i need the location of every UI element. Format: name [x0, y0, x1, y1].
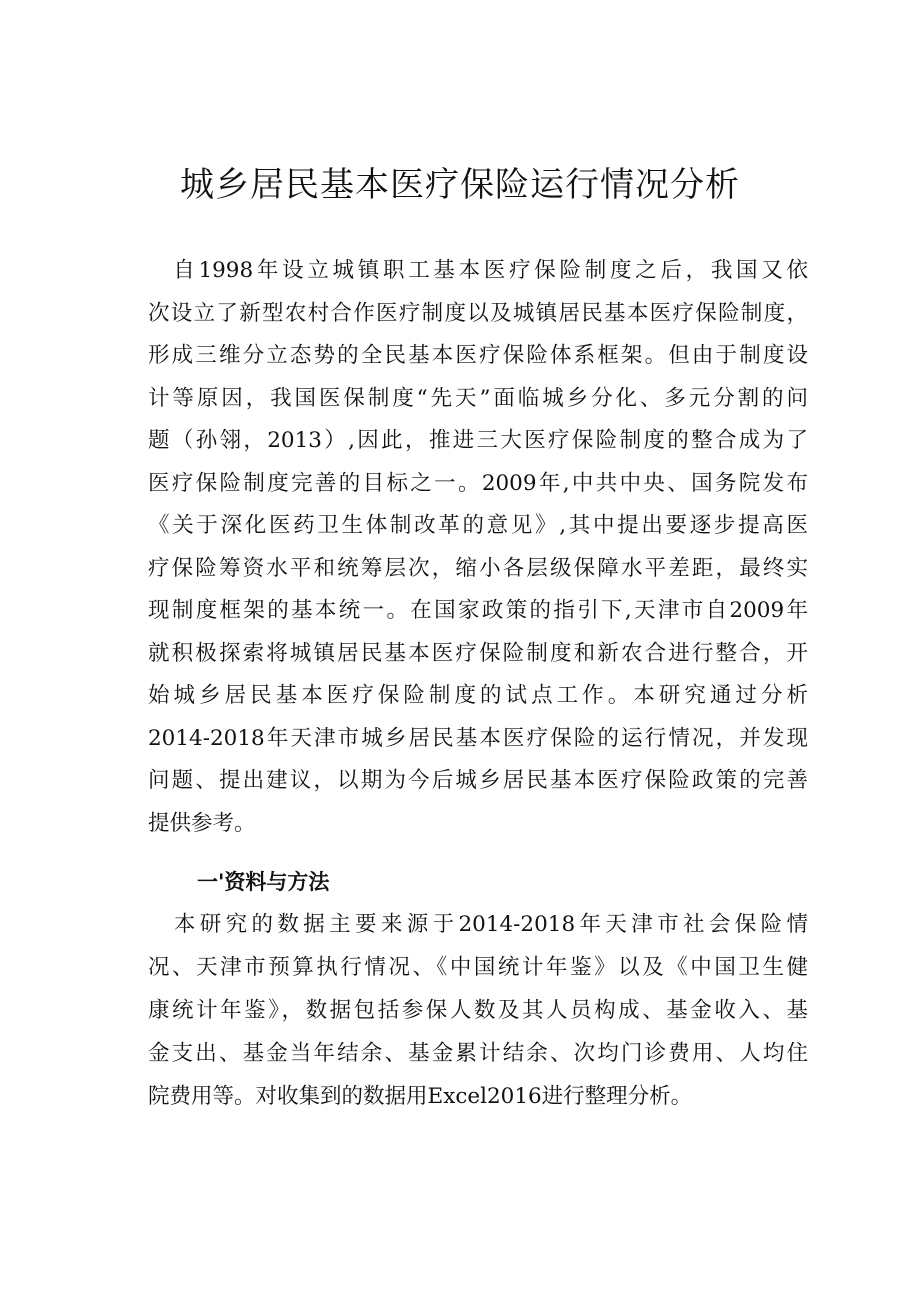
intro-line: 问题、提出建议，以期为今后城乡居民基本医疗保险政策的完善: [148, 768, 808, 793]
intro-line: 次设立了新型农村合作医疗制度以及城镇居民基本医疗保险制度，: [148, 300, 808, 326]
methods-paragraph: [148, 903, 808, 1118]
section-heading: 一'资料与方法: [197, 870, 330, 894]
intro-line: 自1998年设立城镇职工基本医疗保险制度之后，我国又依: [148, 258, 808, 283]
methods-line: 本研究的数据主要来源于2014-2018年天津市社会保险情: [148, 912, 808, 937]
intro-line: 始城乡居民基本医疗保险制度的试点工作。本研究通过分析: [148, 683, 808, 708]
intro-line: 现制度框架的基本统一。在国家政策的指引下,天津市自2009年: [148, 598, 808, 623]
intro-line: 就积极探索将城镇居民基本医疗保险制度和新农合进行整合，开: [148, 640, 808, 666]
intro-line: 形成三维分立态势的全民基本医疗保险体系框架。但由于制度设: [148, 343, 808, 368]
intro-line: 题（孙翎，2013）,因此，推进三大医疗保险制度的整合成为了: [148, 428, 808, 453]
intro-line-last: 提供参考。: [148, 810, 256, 836]
intro-line: 医疗保险制度完善的目标之一。2009年,中共中央、国务院发布: [148, 470, 808, 496]
intro-line: 疗保险筹资水平和统筹层次，缩小各层级保障水平差距，最终实: [148, 555, 808, 581]
methods-line-last: 院费用等。对收集到的数据用Excel2016进行整理分析。: [148, 1084, 693, 1109]
methods-line: 况、天津市预算执行情况、《中国统计年鉴》以及《中国卫生健: [148, 955, 808, 980]
intro-line: 2014-2018年天津市城乡居民基本医疗保险的运行情况，并发现: [148, 725, 808, 751]
intro-line: 计等原因，我国医保制度“先天”面临城乡分化、多元分割的问: [148, 385, 808, 411]
methods-line: 康统计年鉴》，数据包括参保人数及其人员构成、基金收入、基: [148, 998, 808, 1023]
intro-paragraph: [148, 250, 808, 845]
methods-line: 金支出、基金当年结余、基金累计结余、次均门诊费用、人均住: [148, 1041, 808, 1066]
intro-line: 《关于深化医药卫生体制改革的意见》,其中提出要逐步提高医: [148, 513, 808, 538]
document-title: 城乡居民基本医疗保险运行情况分析: [180, 165, 740, 205]
